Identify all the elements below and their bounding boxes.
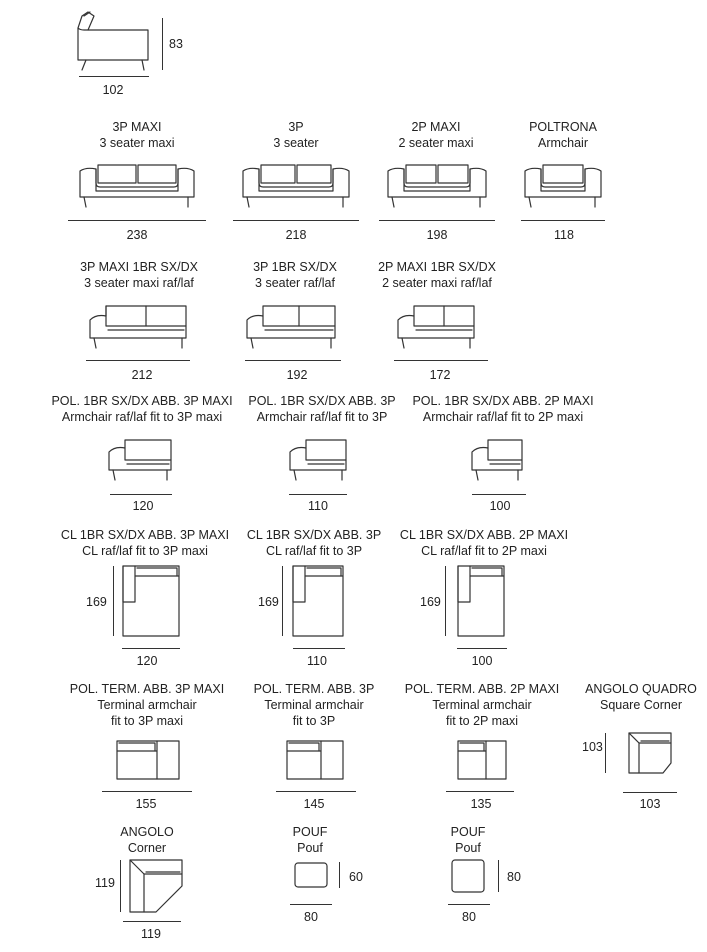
sofa-2p-maxi-1br-drawing: [398, 302, 474, 350]
pol-1br-3p-drawing: [290, 438, 346, 482]
sofa-3p-drawing: [243, 163, 349, 209]
corner-width: 119: [141, 927, 161, 941]
pol-1br-3p-width: 110: [308, 499, 328, 513]
term-3p-drawing: [287, 741, 343, 779]
cl-2p-maxi-width: 100: [471, 654, 493, 668]
pol-1br-2p-maxi-title: POL. 1BR SX/DX ABB. 2P MAXI Armchair raf/laf fit to 2P maxi: [412, 394, 594, 424]
side-height-label: 83: [169, 37, 183, 51]
cl-3p-drawing: [293, 566, 343, 636]
pouf-80-title: POUF Pouf: [450, 825, 486, 855]
cl-2p-maxi-depth-line: [445, 566, 446, 636]
sofa-3p-maxi-1br-title: 3P MAXI 1BR SX/DX 3 seater maxi raf/laf: [80, 260, 198, 290]
pouf-80-drawing: [452, 860, 484, 892]
square-corner-depth-line: [605, 733, 606, 773]
sofa-2p-maxi-1br-width: 172: [429, 368, 451, 382]
cl-3p-depth-line: [282, 566, 283, 636]
term-3p-maxi-width-line: [102, 791, 192, 792]
cl-2p-maxi-width-line: [457, 648, 507, 649]
sofa-2p-maxi-width-line: [379, 220, 495, 221]
armchair-title: POLTRONA Armchair: [529, 120, 597, 150]
cl-3p-title: CL 1BR SX/DX ABB. 3P CL raf/laf fit to 3P: [246, 528, 382, 558]
term-3p-maxi-drawing: [117, 741, 179, 779]
sofa-3p-width: 218: [285, 228, 307, 242]
pol-1br-3p-maxi-width-line: [110, 494, 172, 495]
pol-1br-3p-maxi-title: POL. 1BR SX/DX ABB. 3P MAXI Armchair raf/laf fit to 3P maxi: [51, 394, 233, 424]
sofa-3p-width-line: [233, 220, 359, 221]
armchair-drawing: [525, 163, 601, 209]
sofa-2p-maxi-1br-width-line: [394, 360, 488, 361]
sofa-3p-1br-drawing: [247, 302, 335, 350]
sofa-3p-title: 3P 3 seater: [273, 120, 319, 150]
term-2p-maxi-width-line: [446, 791, 514, 792]
pol-1br-3p-maxi-drawing: [109, 438, 171, 482]
armchair-width: 118: [554, 228, 574, 242]
square-corner-width: 103: [639, 797, 661, 811]
sofa-2p-maxi-drawing: [388, 163, 486, 209]
sofa-3p-maxi-drawing: [80, 163, 194, 209]
term-3p-width: 145: [303, 797, 325, 811]
side-height-line: [162, 18, 163, 70]
pouf-60-title: POUF Pouf: [292, 825, 328, 855]
side-width-line: [79, 76, 149, 77]
term-2p-maxi-drawing: [458, 741, 506, 779]
corner-drawing: [130, 860, 182, 912]
sofa-2p-maxi-title: 2P MAXI 2 seater maxi: [398, 120, 474, 150]
sofa-3p-maxi-1br-width: 212: [131, 368, 153, 382]
pol-1br-2p-maxi-width-line: [472, 494, 526, 495]
cl-3p-maxi-drawing: [123, 566, 179, 636]
cl-2p-maxi-title: CL 1BR SX/DX ABB. 2P MAXI CL raf/laf fit to 2P maxi: [399, 528, 569, 558]
pol-1br-3p-width-line: [289, 494, 347, 495]
side-view-drawing: [72, 8, 152, 72]
pouf-60-drawing: [295, 863, 327, 887]
sofa-3p-maxi-title: 3P MAXI 3 seater maxi: [99, 120, 175, 150]
cl-2p-maxi-drawing: [458, 566, 504, 636]
corner-width-line: [123, 921, 181, 922]
sofa-3p-1br-width-line: [245, 360, 341, 361]
pouf-60-width: 80: [304, 910, 318, 924]
corner-title: ANGOLO Corner: [120, 825, 174, 855]
square-corner-depth: 103: [582, 740, 603, 754]
sofa-3p-1br-title: 3P 1BR SX/DX 3 seater raf/laf: [253, 260, 337, 290]
pol-1br-2p-maxi-drawing: [472, 438, 522, 482]
pouf-60-depth-line: [339, 862, 340, 888]
term-2p-maxi-width: 135: [470, 797, 492, 811]
corner-depth: 119: [95, 876, 115, 890]
cl-2p-maxi-depth: 169: [420, 595, 441, 609]
pol-1br-2p-maxi-width: 100: [489, 499, 511, 513]
square-corner-width-line: [623, 792, 677, 793]
sofa-3p-maxi-1br-width-line: [86, 360, 190, 361]
pouf-80-depth-line: [498, 860, 499, 892]
sofa-2p-maxi-width: 198: [426, 228, 448, 242]
square-corner-title: ANGOLO QUADRO Square Corner: [585, 682, 697, 712]
cl-3p-maxi-depth-line: [113, 566, 114, 636]
sofa-3p-maxi-1br-drawing: [90, 302, 186, 350]
pol-1br-3p-maxi-width: 120: [132, 499, 154, 513]
cl-3p-maxi-width: 120: [136, 654, 158, 668]
term-3p-title: POL. TERM. ABB. 3P Terminal armchair fit to 3P: [253, 682, 375, 728]
sofa-3p-maxi-width: 238: [126, 228, 148, 242]
term-3p-maxi-title: POL. TERM. ABB. 3P MAXI Terminal armchair fit to 3P maxi: [69, 682, 225, 728]
square-corner-drawing: [629, 733, 671, 773]
term-3p-width-line: [276, 791, 356, 792]
sofa-3p-1br-width: 192: [286, 368, 308, 382]
term-2p-maxi-title: POL. TERM. ABB. 2P MAXI Terminal armchair fit to 2P maxi: [404, 682, 560, 728]
cl-3p-maxi-depth: 169: [86, 595, 107, 609]
pouf-80-depth: 80: [507, 870, 521, 884]
pouf-80-width: 80: [462, 910, 476, 924]
cl-3p-maxi-title: CL 1BR SX/DX ABB. 3P MAXI CL raf/laf fit to 3P maxi: [60, 528, 230, 558]
pouf-80-width-line: [448, 904, 490, 905]
pouf-60-depth: 60: [349, 870, 363, 884]
cl-3p-width-line: [293, 648, 345, 649]
term-3p-maxi-width: 155: [135, 797, 157, 811]
cl-3p-depth: 169: [258, 595, 279, 609]
sofa-2p-maxi-1br-title: 2P MAXI 1BR SX/DX 2 seater maxi raf/laf: [378, 260, 496, 290]
armchair-width-line: [521, 220, 605, 221]
corner-depth-line: [120, 860, 121, 912]
pouf-60-width-line: [290, 904, 332, 905]
pol-1br-3p-title: POL. 1BR SX/DX ABB. 3P Armchair raf/laf fit to 3P: [248, 394, 396, 424]
cl-3p-maxi-width-line: [122, 648, 180, 649]
cl-3p-width: 110: [307, 654, 327, 668]
sofa-3p-maxi-width-line: [68, 220, 206, 221]
side-width-label: 102: [102, 83, 124, 97]
